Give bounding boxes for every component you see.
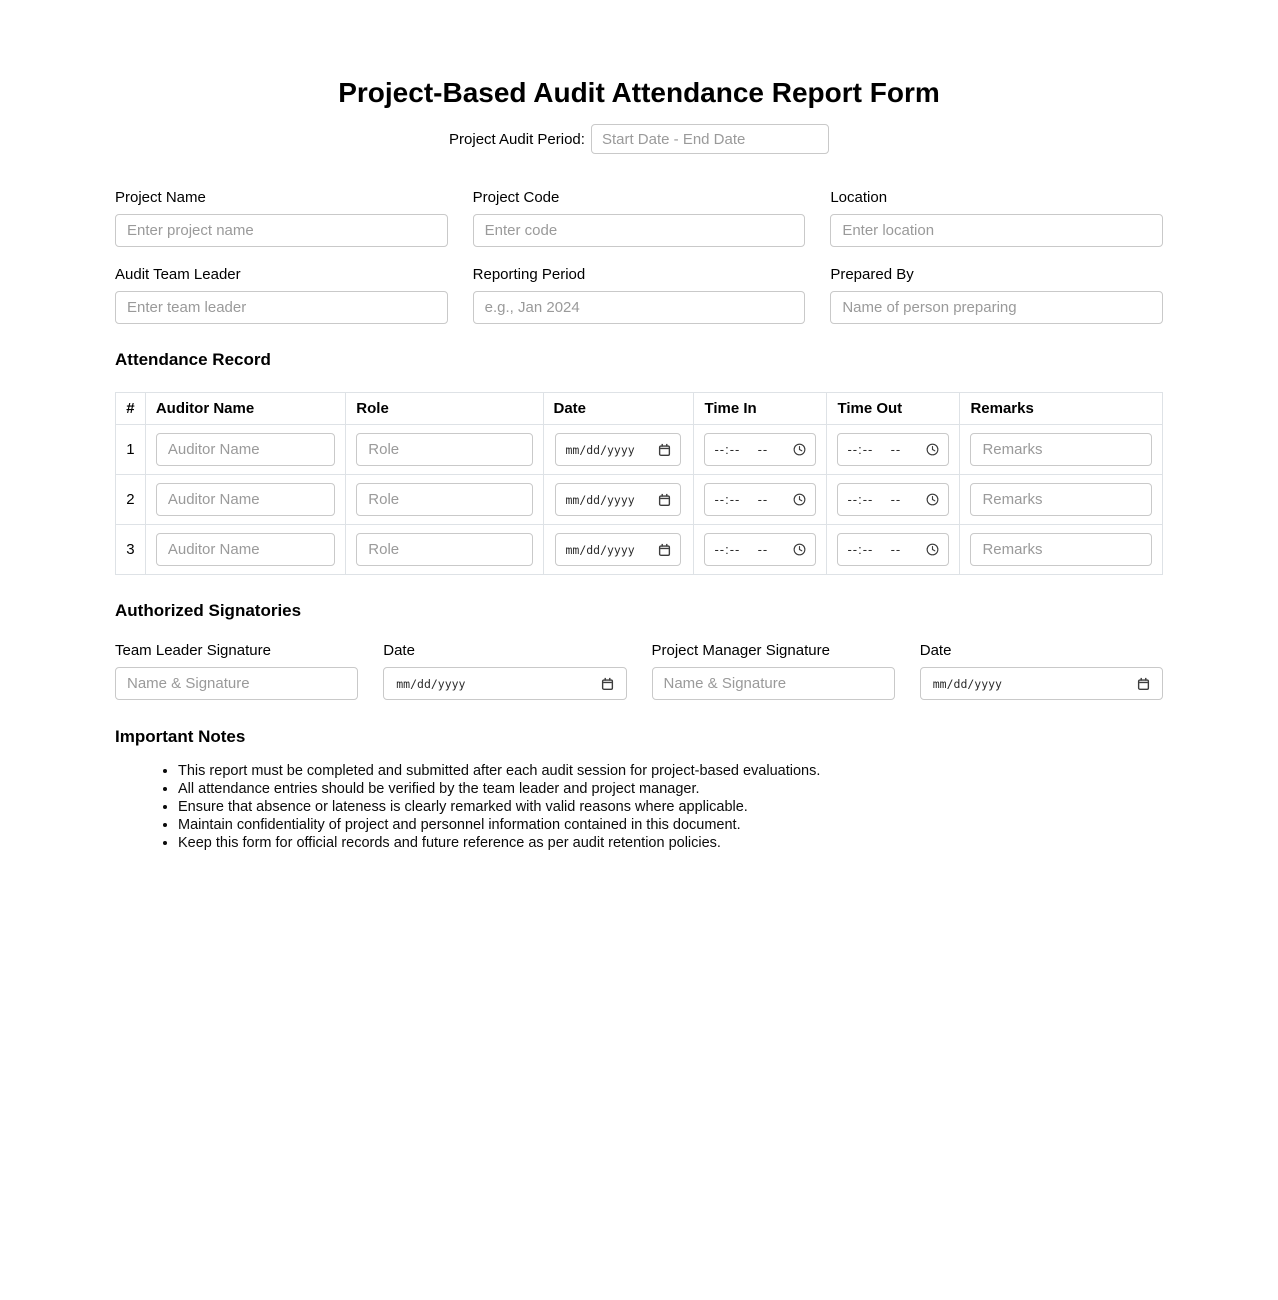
calendar-icon[interactable] [658, 493, 671, 507]
project-name-input[interactable] [115, 214, 448, 247]
date-placeholder-text: mm/dd/yyyy [565, 492, 635, 507]
field-team-leader-signature [115, 643, 358, 700]
important-notes-section [115, 727, 1163, 852]
col-header-num: # [116, 393, 146, 425]
table-row [116, 475, 1163, 525]
row-number: 3 [116, 525, 146, 575]
calendar-icon[interactable] [658, 443, 671, 457]
role-input-row2[interactable] [356, 483, 532, 516]
reporting-period-label: Reporting Period [472, 266, 586, 283]
table-row [116, 525, 1163, 575]
project-manager-signature-input[interactable] [652, 667, 895, 700]
field-location [830, 190, 1163, 247]
project-name-label: Project Name [115, 189, 206, 206]
note-item: • Maintain confidentiality of project and personnel information contained in this document. [178, 816, 1163, 834]
time-placeholder-text: --:-- -- [714, 492, 769, 507]
project-info-grid [115, 190, 1163, 324]
time-in-input-row1[interactable] [704, 433, 816, 466]
clock-icon[interactable] [926, 543, 939, 556]
date-placeholder-text: mm/dd/yyyy [396, 676, 466, 691]
field-project-code [473, 190, 806, 247]
attendance-record-heading: Attendance Record [115, 350, 271, 369]
audit-period-label: Project Audit Period: [449, 130, 585, 148]
project-manager-signature-label: Project Manager Signature [651, 642, 830, 659]
authorized-signatories-heading: Authorized Signatories [115, 601, 302, 620]
note-item: • Ensure that absence or lateness is clearly remarked with valid reasons where applicable. [178, 798, 1163, 816]
time-out-input-row1[interactable] [837, 433, 949, 466]
notes-list [115, 762, 1163, 852]
auditor-name-input-row2[interactable] [156, 483, 335, 516]
field-project-manager-signature [652, 643, 895, 700]
field-project-name [115, 190, 448, 247]
field-team-leader-date [383, 643, 626, 700]
field-project-manager-date [920, 643, 1163, 700]
col-header-role: Role [346, 393, 543, 425]
note-item: • All attendance entries should be verified by the team leader and project manager. [178, 780, 1163, 798]
clock-icon[interactable] [793, 543, 806, 556]
auditor-name-input-row1[interactable] [156, 433, 335, 466]
form-container [115, 0, 1163, 852]
audit-period-row [115, 124, 1163, 154]
remarks-input-row3[interactable] [970, 533, 1152, 566]
project-code-input[interactable] [473, 214, 806, 247]
date-input-row3[interactable] [555, 533, 681, 566]
attendance-header-row [116, 393, 1163, 425]
field-reporting-period [473, 267, 806, 324]
team-leader-date-input[interactable] [383, 667, 626, 700]
field-audit-team-leader [115, 267, 448, 324]
reporting-period-input[interactable] [473, 291, 806, 324]
date-input-row2[interactable] [555, 483, 681, 516]
signatories-grid [115, 643, 1163, 700]
location-input[interactable] [830, 214, 1163, 247]
role-input-row1[interactable] [356, 433, 532, 466]
team-leader-date-label: Date [383, 642, 415, 659]
time-in-input-row3[interactable] [704, 533, 816, 566]
team-leader-signature-input[interactable] [115, 667, 358, 700]
table-row [116, 425, 1163, 475]
important-notes-heading: Important Notes [115, 727, 246, 746]
clock-icon[interactable] [793, 443, 806, 456]
clock-icon[interactable] [926, 493, 939, 506]
prepared-by-label: Prepared By [830, 266, 914, 283]
remarks-input-row1[interactable] [970, 433, 1152, 466]
note-item: • Keep this form for official records and future reference as per audit retention policies. [178, 834, 1163, 852]
col-header-auditor-name: Auditor Name [145, 393, 345, 425]
remarks-input-row2[interactable] [970, 483, 1152, 516]
project-manager-date-input[interactable] [920, 667, 1163, 700]
col-header-time-in: Time In [694, 393, 827, 425]
time-placeholder-text: --:-- -- [714, 442, 769, 457]
clock-icon[interactable] [926, 443, 939, 456]
date-input-row1[interactable] [555, 433, 681, 466]
project-manager-date-label: Date [919, 642, 952, 659]
field-prepared-by [830, 267, 1163, 324]
role-input-row3[interactable] [356, 533, 532, 566]
audit-team-leader-label: Audit Team Leader [115, 266, 241, 283]
col-header-time-out: Time Out [827, 393, 960, 425]
date-placeholder-text: mm/dd/yyyy [932, 676, 1002, 691]
time-out-input-row3[interactable] [837, 533, 949, 566]
audit-team-leader-input[interactable] [115, 291, 448, 324]
calendar-icon[interactable] [1137, 677, 1150, 691]
date-placeholder-text: mm/dd/yyyy [565, 542, 635, 557]
page-title: Project-Based Audit Attendance Report Form [338, 77, 940, 108]
row-number: 2 [116, 475, 146, 525]
date-placeholder-text: mm/dd/yyyy [565, 442, 635, 457]
project-code-label: Project Code [472, 189, 560, 206]
clock-icon[interactable] [793, 493, 806, 506]
time-placeholder-text: --:-- -- [847, 492, 902, 507]
audit-period-input[interactable] [591, 124, 829, 154]
row-number: 1 [116, 425, 146, 475]
time-in-input-row2[interactable] [704, 483, 816, 516]
time-out-input-row2[interactable] [837, 483, 949, 516]
note-item: • This report must be completed and submitted after each audit session for project-based evaluations. [178, 762, 1163, 780]
auditor-name-input-row3[interactable] [156, 533, 335, 566]
team-leader-signature-label: Team Leader Signature [115, 642, 271, 659]
location-label: Location [830, 189, 888, 206]
calendar-icon[interactable] [658, 543, 671, 557]
time-placeholder-text: --:-- -- [714, 542, 769, 557]
prepared-by-input[interactable] [830, 291, 1163, 324]
time-placeholder-text: --:-- -- [847, 542, 902, 557]
calendar-icon[interactable] [601, 677, 614, 691]
col-header-date: Date [543, 393, 694, 425]
time-placeholder-text: --:-- -- [847, 442, 902, 457]
col-header-remarks: Remarks [960, 393, 1163, 425]
attendance-table [115, 392, 1163, 575]
